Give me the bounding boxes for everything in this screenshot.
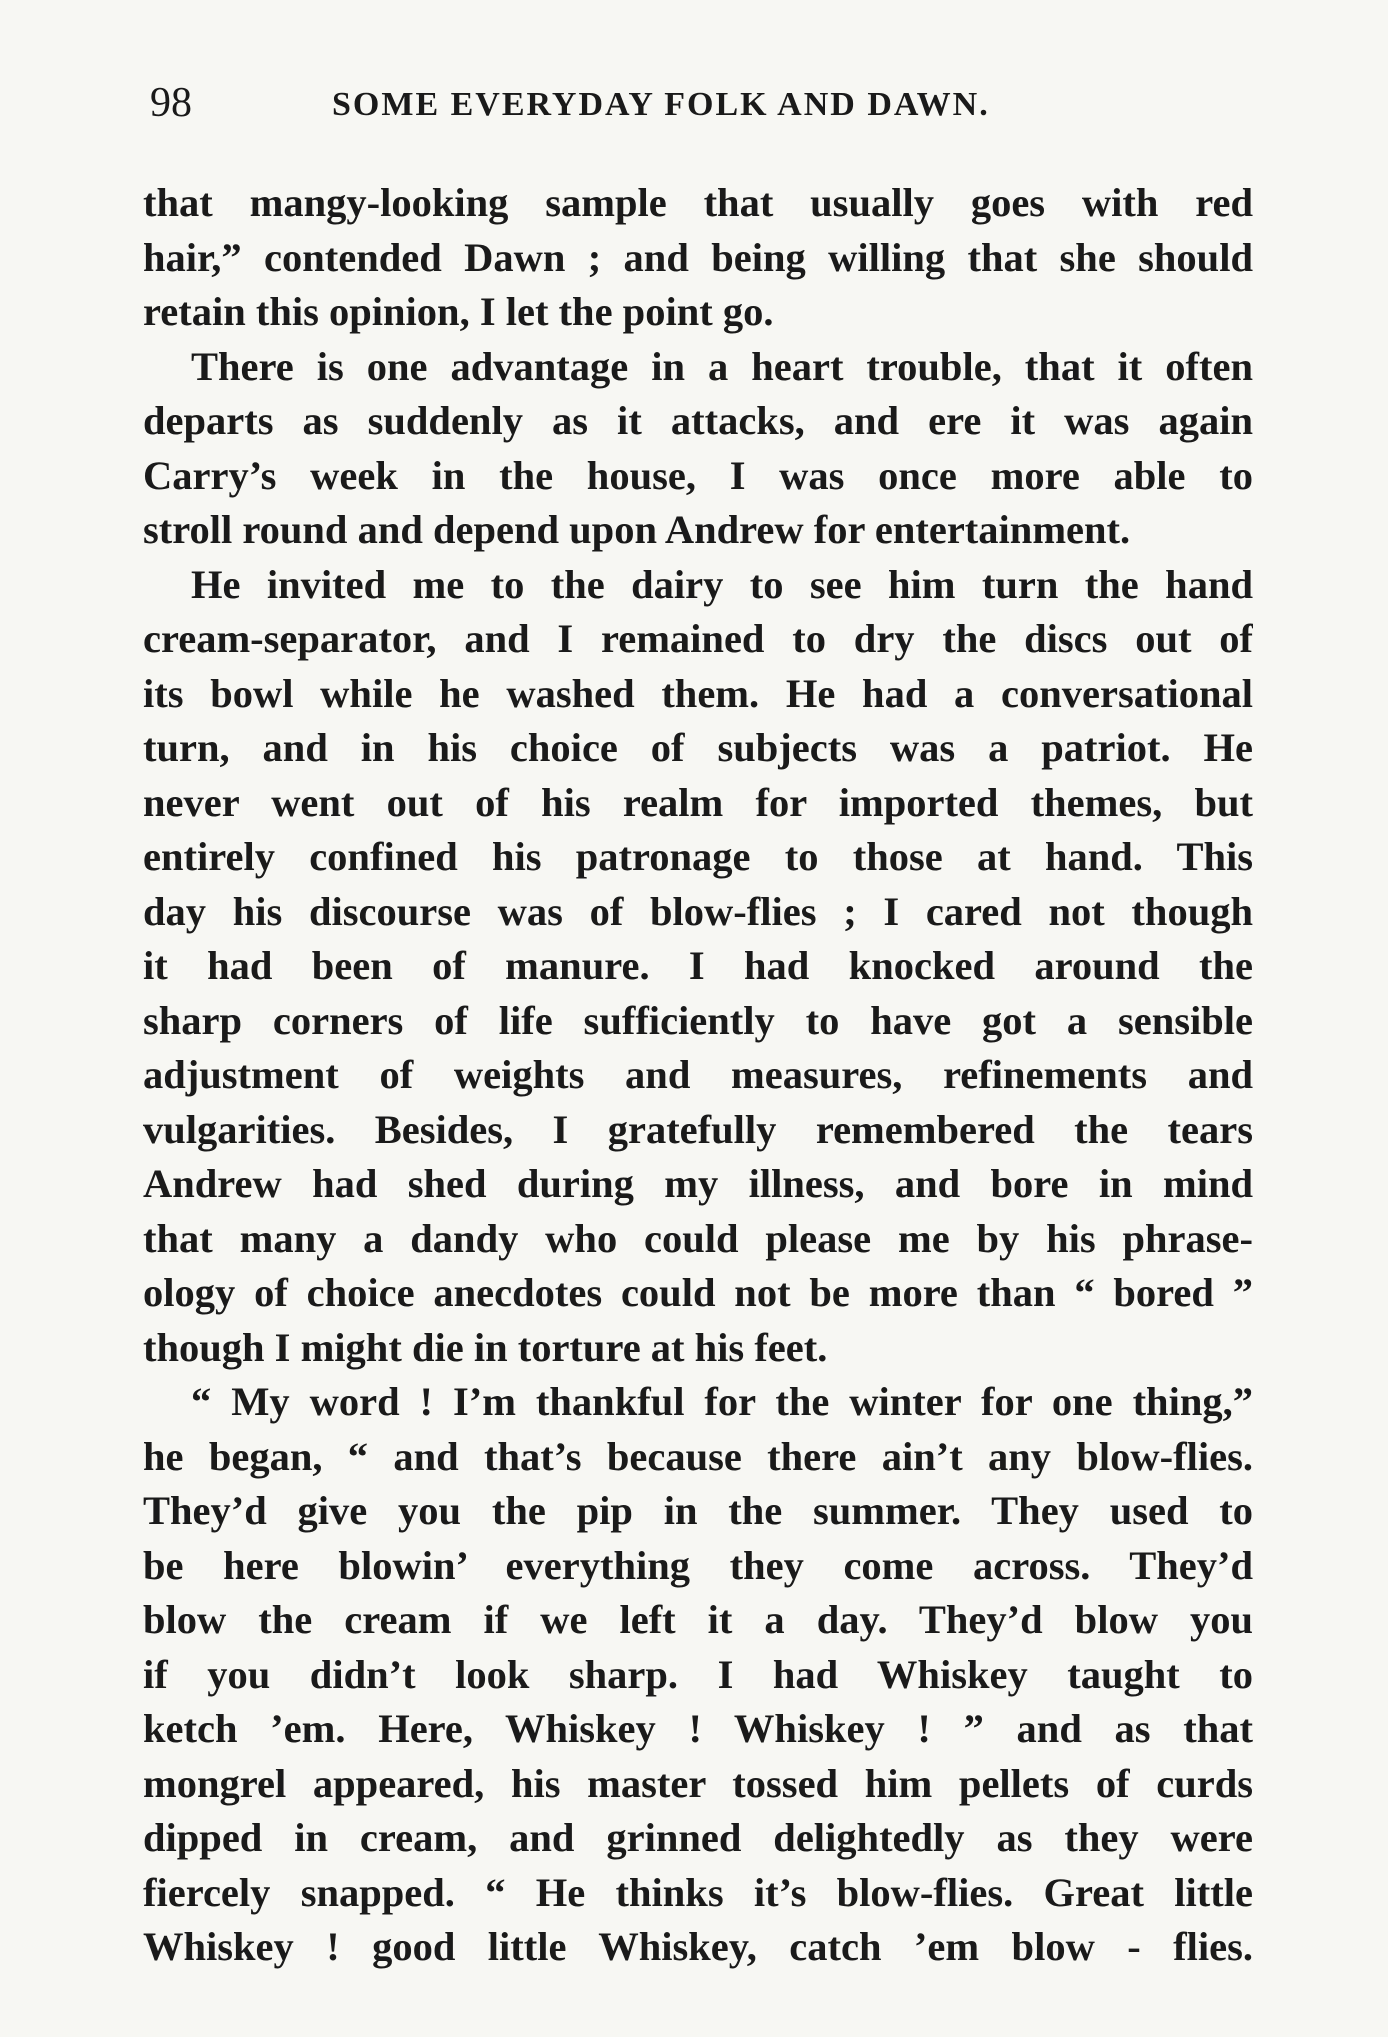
text-line: Carry’s week in the house, I was once more able to — [143, 452, 1253, 498]
text-line: turn, and in his choice of subjects was a patriot. He — [143, 725, 1253, 770]
text-line: ology of choice anecdotes could not be more than “ bored ” — [143, 1270, 1253, 1315]
text-line: “ My word ! I’m thankful for the winter for one thing,” — [191, 1379, 1253, 1424]
text-line: mongrel appeared, his master tossed him pellets of curds — [143, 1760, 1253, 1806]
text-line: vulgarities. Besides, I gratefully remembered the tears — [143, 1106, 1253, 1152]
text-line: blow the cream if we left it a day. They’d blow you — [143, 1597, 1253, 1642]
text-line: ketch ’em. Here, Whiskey ! Whiskey ! ” and as that — [143, 1706, 1253, 1751]
text-line: that many a dandy who could please me by his phrase- — [143, 1215, 1253, 1261]
text-line: Whiskey ! good little Whiskey, catch ’em blow - flies. — [143, 1924, 1253, 1969]
text-line: it had been of manure. I had knocked around the — [143, 943, 1253, 988]
text-line: dipped in cream, and grinned delightedly as they were — [143, 1815, 1253, 1860]
text-line: He invited me to the dairy to see him turn the hand — [191, 561, 1253, 607]
running-head — [150, 78, 1250, 128]
text-line: he began, “ and that’s because there ain’t any blow-flies. — [143, 1433, 1253, 1479]
running-title: SOME EVERYDAY FOLK AND DAWN. — [332, 86, 990, 123]
text-line: though I might die in torture at his feet. — [143, 1324, 828, 1370]
text-line: retain this opinion, I let the point go. — [143, 289, 774, 334]
text-line: They’d give you the pip in the summer. They used to — [143, 1488, 1253, 1533]
text-line: hair,” contended Dawn ; and being willing that she should — [143, 234, 1253, 280]
text-line: day his discourse was of blow-flies ; I cared not though — [143, 888, 1253, 934]
text-line: be here blowin’ everything they come across. They’d — [143, 1542, 1253, 1588]
text-line: sharp corners of life sufficiently to have got a sensible — [143, 997, 1253, 1043]
text-line: entirely confined his patronage to those at hand. This — [143, 834, 1253, 879]
text-line: that mangy-looking sample that usually goes with red — [143, 180, 1253, 225]
text-line: cream-separator, and I remained to dry the discs out of — [143, 616, 1253, 661]
text-line: There is one advantage in a heart trouble, that it often — [191, 343, 1253, 389]
text-line: Andrew had shed during my illness, and bore in mind — [143, 1161, 1253, 1206]
page-number: 98 — [150, 80, 192, 126]
body-text — [143, 176, 1253, 1975]
text-line: never went out of his realm for imported themes, but — [143, 779, 1253, 825]
text-line: if you didn’t look sharp. I had Whiskey taught to — [143, 1651, 1253, 1697]
text-line: its bowl while he washed them. He had a conversational — [143, 670, 1253, 716]
text-line: adjustment of weights and measures, refinements and — [143, 1052, 1253, 1097]
text-line: departs as suddenly as it attacks, and ere it was again — [143, 398, 1253, 443]
text-line: fiercely snapped. “ He thinks it’s blow-flies. Great little — [143, 1869, 1253, 1915]
text-line: stroll round and depend upon Andrew for entertainment. — [143, 507, 1131, 552]
